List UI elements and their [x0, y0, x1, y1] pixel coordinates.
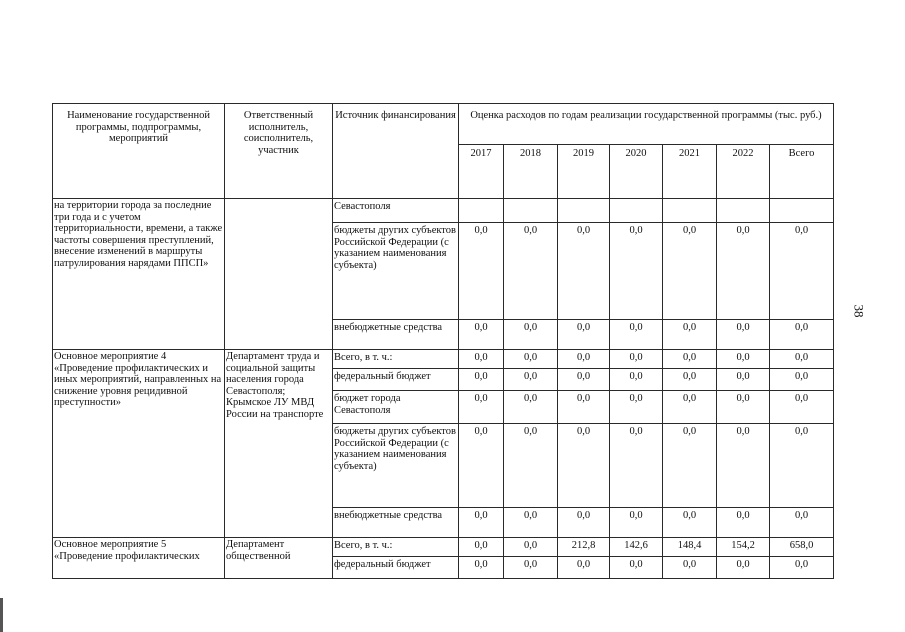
funding-source-cell: внебюджетные средства — [333, 508, 459, 538]
program-name-cell: Основное мероприятие 5 «Проведение профилактических — [53, 538, 225, 579]
year-value-cell: 0,0 — [610, 391, 663, 424]
year-value-cell: 0,0 — [610, 424, 663, 508]
header-name: Наименование государственной программы, подпрограммы, мероприятий — [53, 104, 225, 199]
year-value-cell: 0,0 — [504, 557, 558, 579]
year-value-cell: 154,2 — [717, 538, 770, 557]
year-value-cell: 0,0 — [459, 557, 504, 579]
year-value-cell: 0,0 — [558, 508, 610, 538]
responsible-cell — [225, 199, 333, 350]
header-year: 2020 — [610, 145, 663, 199]
scan-edge-mark — [0, 598, 3, 632]
year-value-cell: 0,0 — [663, 320, 717, 350]
year-value-cell: 0,0 — [558, 424, 610, 508]
year-value-cell: 0,0 — [717, 557, 770, 579]
year-value-cell: 0,0 — [717, 424, 770, 508]
program-name-cell: Основное мероприятие 4 «Проведение профилактических и иных мероприятий, направленных на снижение уровня рецидивной преступности» — [53, 350, 225, 538]
year-value-cell: 212,8 — [558, 538, 610, 557]
funding-source-cell: федеральный бюджет — [333, 369, 459, 391]
year-value-cell — [717, 199, 770, 223]
year-value-cell: 0,0 — [459, 508, 504, 538]
year-value-cell: 0,0 — [717, 350, 770, 369]
header-responsible: Ответственный исполнитель, соисполнитель, участник — [225, 104, 333, 199]
funding-source-cell: бюджет города Севастополя — [333, 391, 459, 424]
year-value-cell: 0,0 — [610, 557, 663, 579]
year-value-cell: 0,0 — [663, 350, 717, 369]
year-value-cell: 0,0 — [459, 350, 504, 369]
year-value-cell: 0,0 — [504, 223, 558, 320]
total-value-cell: 0,0 — [770, 350, 834, 369]
program-name-cell: на территории города за последние три года и с учетом территориальности, времени, а также частоты совершения преступлений, внесение изменений в маршруты патрулирования нарядами ППСП» — [53, 199, 225, 350]
year-value-cell: 0,0 — [717, 391, 770, 424]
year-value-cell: 0,0 — [663, 424, 717, 508]
year-value-cell: 0,0 — [504, 369, 558, 391]
header-row — [53, 104, 834, 145]
header-year: 2017 — [459, 145, 504, 199]
year-value-cell: 0,0 — [717, 320, 770, 350]
year-value-cell: 0,0 — [504, 350, 558, 369]
year-value-cell: 0,0 — [717, 369, 770, 391]
table-body — [53, 104, 834, 579]
year-value-cell: 0,0 — [610, 223, 663, 320]
year-value-cell — [459, 199, 504, 223]
header-year: 2022 — [717, 145, 770, 199]
year-value-cell: 0,0 — [558, 369, 610, 391]
table-row — [53, 538, 834, 557]
year-value-cell: 0,0 — [504, 391, 558, 424]
year-value-cell: 0,0 — [558, 557, 610, 579]
year-value-cell: 0,0 — [558, 223, 610, 320]
funding-source-cell: бюджеты других субъектов Российской Федерации (с указанием наименования субъекта) — [333, 424, 459, 508]
page-number: 38 — [851, 304, 867, 318]
year-value-cell: 0,0 — [663, 557, 717, 579]
total-value-cell: 0,0 — [770, 320, 834, 350]
total-value-cell: 0,0 — [770, 391, 834, 424]
funding-source-cell: бюджеты других субъектов Российской Федерации (с указанием наименования субъекта) — [333, 223, 459, 320]
funding-source-cell: внебюджетные средства — [333, 320, 459, 350]
header-estimate: Оценка расходов по годам реализации государственной программы (тыс. руб.) — [459, 104, 834, 145]
year-value-cell: 0,0 — [504, 320, 558, 350]
responsible-cell: Департамент труда и социальной защиты населения города Севастополя; Крымское ЛУ МВД России на транспорте — [225, 350, 333, 538]
year-value-cell: 0,0 — [558, 320, 610, 350]
responsible-cell: Департамент общественной — [225, 538, 333, 579]
year-value-cell: 0,0 — [504, 508, 558, 538]
funding-source-cell: Севастополя — [333, 199, 459, 223]
header-total: Всего — [770, 145, 834, 199]
year-value-cell: 0,0 — [459, 424, 504, 508]
year-value-cell — [663, 199, 717, 223]
year-value-cell: 0,0 — [459, 320, 504, 350]
year-value-cell: 0,0 — [504, 424, 558, 508]
total-value-cell: 0,0 — [770, 508, 834, 538]
year-value-cell: 0,0 — [663, 369, 717, 391]
funding-source-cell: федеральный бюджет — [333, 557, 459, 579]
year-value-cell: 0,0 — [459, 538, 504, 557]
total-value-cell — [770, 199, 834, 223]
header-year: 2018 — [504, 145, 558, 199]
total-value-cell: 0,0 — [770, 369, 834, 391]
year-value-cell: 0,0 — [558, 350, 610, 369]
year-value-cell: 0,0 — [610, 320, 663, 350]
year-value-cell: 148,4 — [663, 538, 717, 557]
funding-source-cell: Всего, в т. ч.: — [333, 350, 459, 369]
header-year: 2019 — [558, 145, 610, 199]
year-value-cell: 0,0 — [459, 223, 504, 320]
year-value-cell — [504, 199, 558, 223]
year-value-cell: 0,0 — [459, 391, 504, 424]
total-value-cell: 0,0 — [770, 223, 834, 320]
year-value-cell: 0,0 — [717, 223, 770, 320]
funding-source-cell: Всего, в т. ч.: — [333, 538, 459, 557]
header-year: 2021 — [663, 145, 717, 199]
year-value-cell: 0,0 — [663, 391, 717, 424]
budget-table — [52, 103, 834, 579]
year-value-cell — [610, 199, 663, 223]
total-value-cell: 0,0 — [770, 424, 834, 508]
year-value-cell — [558, 199, 610, 223]
year-value-cell: 0,0 — [717, 508, 770, 538]
year-value-cell: 0,0 — [459, 369, 504, 391]
year-value-cell: 0,0 — [504, 538, 558, 557]
total-value-cell: 0,0 — [770, 557, 834, 579]
total-value-cell: 658,0 — [770, 538, 834, 557]
year-value-cell: 0,0 — [610, 369, 663, 391]
year-value-cell: 142,6 — [610, 538, 663, 557]
year-value-cell: 0,0 — [610, 350, 663, 369]
table-row — [53, 350, 834, 369]
year-value-cell: 0,0 — [663, 223, 717, 320]
table-row — [53, 199, 834, 223]
header-source: Источник финансирования — [333, 104, 459, 199]
year-value-cell: 0,0 — [663, 508, 717, 538]
year-value-cell: 0,0 — [558, 391, 610, 424]
year-value-cell: 0,0 — [610, 508, 663, 538]
